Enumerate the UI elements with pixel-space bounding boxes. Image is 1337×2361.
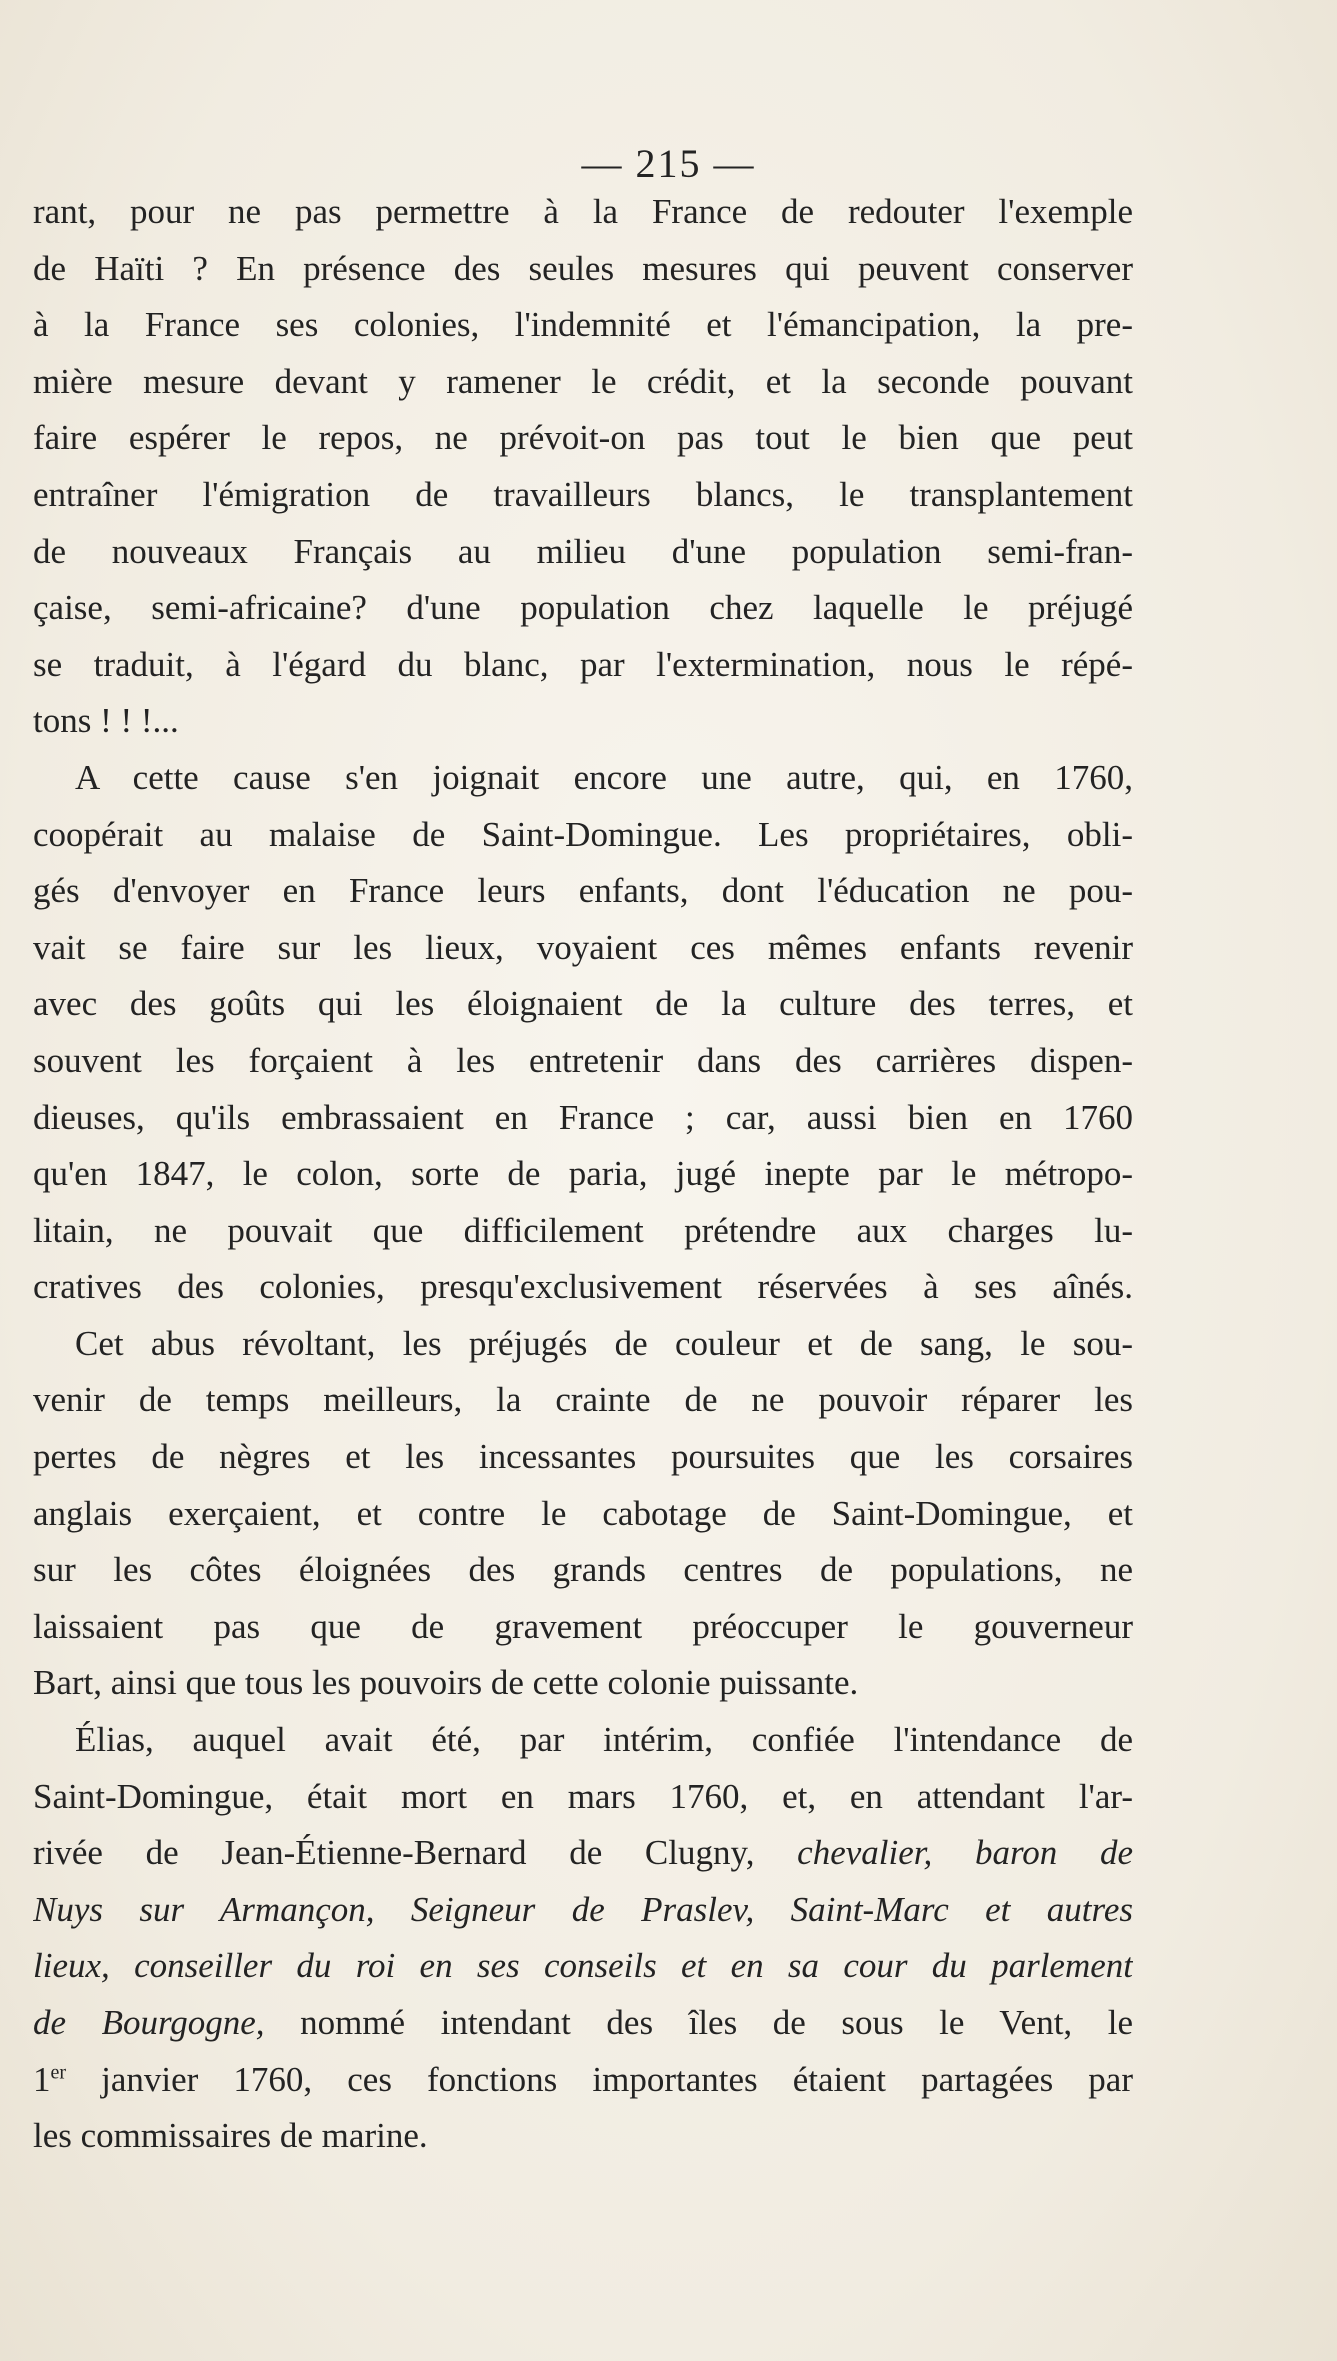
text-line xyxy=(33,1429,1133,1486)
text-line xyxy=(33,1938,1133,1995)
line-text: nommé intendant des îles de sous le Vent, le xyxy=(264,2003,1133,2042)
line-text: A cette cause s'en joignait encore une autre, qui, en 1760, xyxy=(75,757,1133,797)
line-text: Bart, ainsi que tous les pouvoirs de cette colonie puissante. xyxy=(33,1663,859,1703)
line-text: rivée de Jean-Étienne-Bernard de Clugny, xyxy=(33,1833,798,1873)
line-text: pertes de nègres et les incessantes poursuites que les corsaires xyxy=(33,1437,1133,1477)
text-line xyxy=(33,1259,1133,1316)
ordinal-superscript: er xyxy=(50,2060,67,2083)
line-italic-text: chevalier, baron de xyxy=(797,1833,1133,1873)
text-line xyxy=(33,184,1133,241)
page-number: — 215 — xyxy=(581,141,756,186)
line-text: les commissaires de marine. xyxy=(33,2116,428,2156)
line-text: souvent les forçaient à les entretenir dans des carrières dispen- xyxy=(33,1040,1133,1080)
text-line xyxy=(33,693,1133,750)
line-text: dieuses, qu'ils embrassaient en France ; car, aussi bien en 1760 xyxy=(33,1097,1133,1137)
line-text: lieux, conseiller du roi en ses conseils et en sa cour du parlement xyxy=(33,1946,1133,1986)
text-line xyxy=(33,750,1133,807)
text-line xyxy=(33,1316,1133,1373)
text-line xyxy=(33,1769,1133,1826)
line-text: Cet abus révoltant, les préjugés de couleur et de sang, le sou- xyxy=(75,1323,1133,1363)
line-text: laissaient pas que de gravement préoccuper le gouverneur xyxy=(33,1606,1133,1646)
line-text: litain, ne pouvait que difficilement prétendre aux charges lu- xyxy=(33,1210,1133,1250)
line-text: 1 xyxy=(33,2059,51,2099)
text-line xyxy=(33,2052,1133,2109)
text-line xyxy=(33,920,1133,977)
text-line xyxy=(33,1882,1133,1939)
line-text: se traduit, à l'égard du blanc, par l'extermination, nous le répé- xyxy=(33,644,1133,684)
line-text: Élias, auquel avait été, par intérim, confiée l'intendance de xyxy=(75,1720,1133,1760)
text-line xyxy=(33,467,1133,524)
text-line xyxy=(33,297,1133,354)
line-text: venir de temps meilleurs, la crainte de ne pouvoir réparer les xyxy=(33,1380,1133,1420)
line-text: Saint-Domingue, était mort en mars 1760, et, en attendant l'ar- xyxy=(33,1776,1133,1816)
text-line xyxy=(33,637,1133,694)
line-text: entraîner l'émigration de travailleurs blancs, le transplantement xyxy=(33,474,1133,514)
text-line xyxy=(33,524,1133,581)
text-line xyxy=(33,580,1133,637)
text-line xyxy=(33,1655,1133,1712)
line-text: çaise, semi-africaine? d'une population chez laquelle le préjugé xyxy=(33,588,1133,628)
line-text: anglais exerçaient, et contre le cabotage de Saint-Domingue, et xyxy=(33,1493,1133,1533)
text-line xyxy=(33,1033,1133,1090)
text-line xyxy=(33,1090,1133,1147)
line-text: sur les côtes éloignées des grands centres de populations, ne xyxy=(33,1550,1133,1590)
line-text: coopérait au malaise de Saint-Domingue. Les propriétaires, obli- xyxy=(33,814,1133,854)
text-line xyxy=(33,863,1133,920)
text-line xyxy=(33,2108,1133,2165)
line-text: avec des goûts qui les éloignaient de la culture des terres, et xyxy=(33,984,1133,1024)
text-line xyxy=(33,354,1133,411)
text-line xyxy=(33,1995,1133,2052)
line-text: janvier 1760, ces fonctions importantes étaient partagées par xyxy=(66,2059,1133,2099)
text-line xyxy=(33,410,1133,467)
line-text: faire espérer le repos, ne prévoit-on pas tout le bien que peut xyxy=(33,418,1133,458)
line-text: vait se faire sur les lieux, voyaient ces mêmes enfants revenir xyxy=(33,927,1133,967)
text-line xyxy=(33,241,1133,298)
text-line xyxy=(33,1146,1133,1203)
text-line xyxy=(33,1486,1133,1543)
text-line xyxy=(33,1825,1133,1882)
text-line xyxy=(33,1542,1133,1599)
text-line xyxy=(33,807,1133,864)
text-line xyxy=(33,1712,1133,1769)
line-text: gés d'envoyer en France leurs enfants, dont l'éducation ne pou- xyxy=(33,871,1133,911)
line-italic-text: de Bourgogne, xyxy=(33,2003,265,2042)
line-text: rant, pour ne pas permettre à la France de redouter l'exemple xyxy=(33,192,1133,231)
text-line xyxy=(33,1599,1133,1656)
text-line xyxy=(33,1372,1133,1429)
line-text: tons ! ! !... xyxy=(33,701,179,741)
line-text: cratives des colonies, presqu'exclusivement réservées à ses aînés. xyxy=(33,1267,1133,1307)
line-text: mière mesure devant y ramener le crédit, et la seconde pouvant xyxy=(33,361,1133,401)
line-text: de Haïti ? En présence des seules mesures qui peuvent conserver xyxy=(33,248,1133,288)
body-text xyxy=(33,184,1133,2165)
text-line xyxy=(33,976,1133,1033)
line-text: de nouveaux Français au milieu d'une population semi-fran- xyxy=(33,531,1133,571)
text-line xyxy=(33,1203,1133,1260)
line-text: Nuys sur Armançon, Seigneur de Praslev, Saint-Marc et autres xyxy=(33,1889,1133,1929)
line-text: à la France ses colonies, l'indemnité et l'émancipation, la pre- xyxy=(33,305,1133,345)
line-text: qu'en 1847, le colon, sorte de paria, jugé inepte par le métropo- xyxy=(33,1154,1133,1194)
